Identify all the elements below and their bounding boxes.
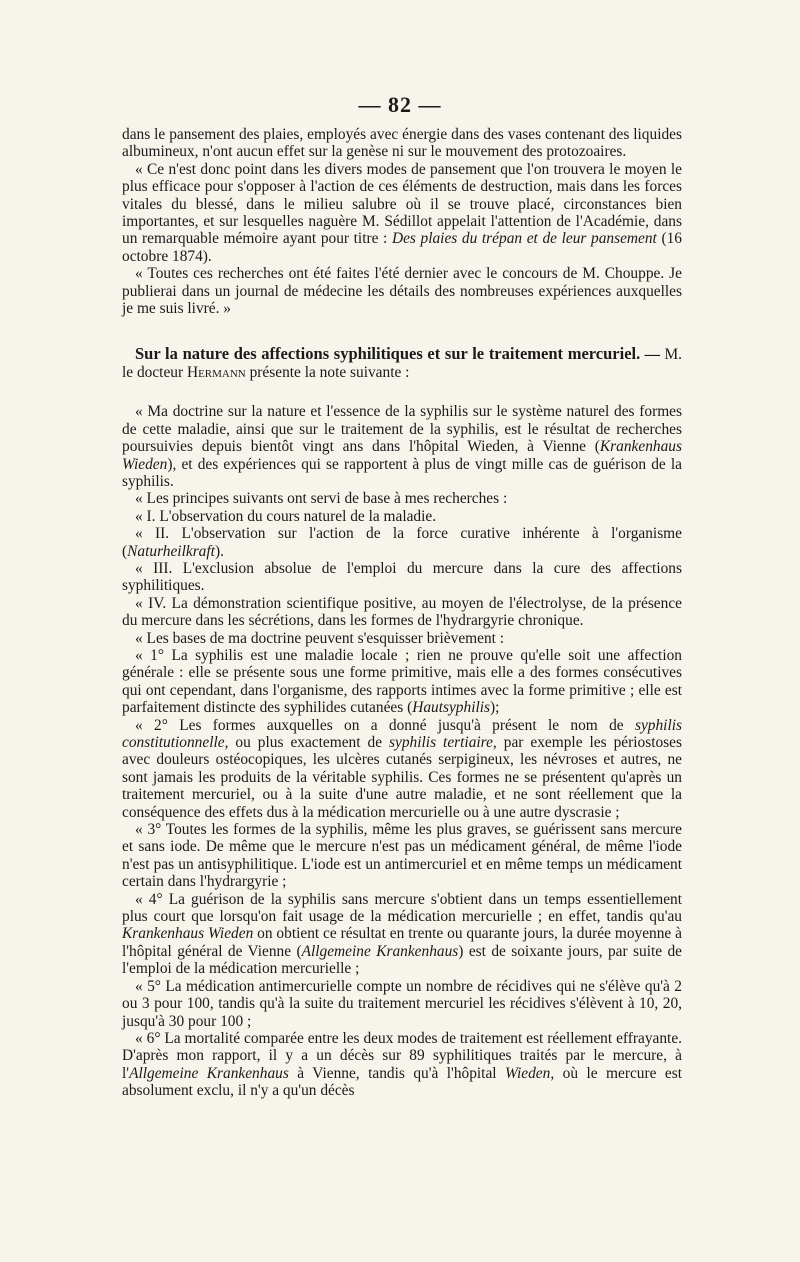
page-number: — 82 —	[358, 92, 442, 117]
text-column	[122, 126, 682, 1100]
author-name: Hermann	[186, 363, 246, 381]
memoir-title: Des plaies du trépan et de leur pansement	[391, 230, 657, 248]
doctrine-item: « 1° La syphilis est une maladie locale ; rien ne prouve qu'elle soit une affection générale : elle se présente sous une forme primitive, mais elle a des formes consécutives qui ont cependant, dans l'organisme, des rapports intimes avec la forme primitive ; elle est parfaitement distincte des syphilides cutanées (Hautsyphilis);	[122, 646, 682, 717]
paragraph: « Toutes ces recherches ont été faites l'été dernier avec le concours de M. Chouppe. Je publierai dans un journal de médecine les détails des nombreuses expériences auxquelles je me suis livré. »	[122, 265, 682, 318]
paragraph: « Ce n'est donc point dans les divers modes de pansement que l'on trouvera le moyen le plus efficace pour s'opposer à l'action de ces éléments de destruction, mais dans les forces vitales du blessé, dans le milieu salubre où il se trouve placé, circonstances bien importantes, et sur lesquelles naguère M. Sédillot appelait l'attention de l'Académie, dans un remarquable mémoire ayant pour titre : Des plaies du trépan et de leur pansement (16 octobre 1874).	[122, 160, 682, 265]
doctrine-item: « 5° La médication antimercurielle compte un nombre de récidives qui ne s'élève qu'à 2 ou 3 pour 100, tandis qu'à la suite du traitement mercuriel les récidives s'élèvent à 10, 20, jusqu'à 30 pour 100 ;	[122, 977, 682, 1030]
principle-item: « I. L'observation du cours naturel de la maladie.	[135, 507, 437, 525]
paragraph: dans le pansement des plaies, employés avec énergie dans des vases contenant des liquides albumineux, n'ont aucun effet sur la genèse ni sur le mouvement des protozoaires.	[122, 126, 682, 161]
doctrine-item: « 2° Les formes auxquelles on a donné jusqu'à présent le nom de syphilis constitutionnelle, ou plus exactement de syphilis tertiaire, par exemple les périostoses avec douleurs ostéocopiques, les ulcères cutanés serpigineux, les névroses et autres, ne sont jamais les produits de la véritable syphilis. Ces formes ne se présentent qu'après un traitement mercuriel, ou à la suite d'une autre maladie, et ne sont réellement que la conséquence des effets dus à la médication mercurielle ou à une autre dyscrasie ;	[122, 716, 682, 821]
paragraph: « Les bases de ma doctrine peuvent s'esquisser brièvement :	[135, 629, 505, 647]
doctrine-item: « 6° La mortalité comparée entre les deux modes de traitement est réellement effrayante. D'après mon rapport, il y a un décès sur 89 syphilitiques traités par le mercure, à l'Allgemeine Krankenhaus à Vienne, tandis qu'à l'hôpital Wieden, où le mercure est absolument exclu, il n'y a qu'un décès	[122, 1029, 683, 1100]
principle-item: « II. L'observation sur l'action de la force curative inhérente à l'organisme (Naturheilkraft).	[122, 525, 682, 560]
doctrine-item: « 4° La guérison de la syphilis sans mercure s'obtient dans un temps essentiellement plus court que lorsqu'on fait usage de la médication mercurielle ; en effet, tandis qu'au Krankenhaus Wieden on obtient ce résultat en trente ou quarante jours, la durée moyenne à l'hôpital général de Vienne (Allgemeine Krankenhaus) est de soixante jours, par suite de l'emploi de la médication mercurielle ;	[122, 890, 682, 978]
principle-item: « IV. La démonstration scientifique positive, au moyen de l'électrolyse, de la présence du mercure dans les sécrétions, dans les formes de l'hydrargyrie chronique.	[122, 594, 682, 630]
doctrine-item: « 3° Toutes les formes de la syphilis, même les plus graves, se guérissent sans mercure et sans iode. De même que le mercure n'est pas un médicament général, de même l'iode n'est pas un antisyphilitique. L'iode est un antimercuriel et en même temps un médicament certain dans l'hydrargyrie ;	[122, 821, 682, 891]
principle-item: « III. L'exclusion absolue de l'emploi du mercure dans la cure des affections syphilitiques.	[122, 559, 682, 595]
section-title: Sur la nature des affections syphilitiques et sur le traitement mercuriel.	[135, 344, 641, 364]
section-heading: Sur la nature des affections syphilitiques et sur le traitement mercuriel. — M. le docteur Hermann présente la note suivante :	[122, 344, 682, 381]
paragraph: « Ma doctrine sur la nature et l'essence de la syphilis sur le système naturel des formes de cette maladie, ainsi que sur le traitement de la syphilis, est le résultat de recherches poursuivies depuis bientôt vingt ans dans l'hôpital Wieden, à Vienne (Krankenhaus Wieden), et des expériences qui se rapportent à plus de vingt mille cas de guérison de la syphilis.	[122, 403, 682, 490]
paragraph: « Les principes suivants ont servi de base à mes recherches :	[135, 490, 508, 508]
